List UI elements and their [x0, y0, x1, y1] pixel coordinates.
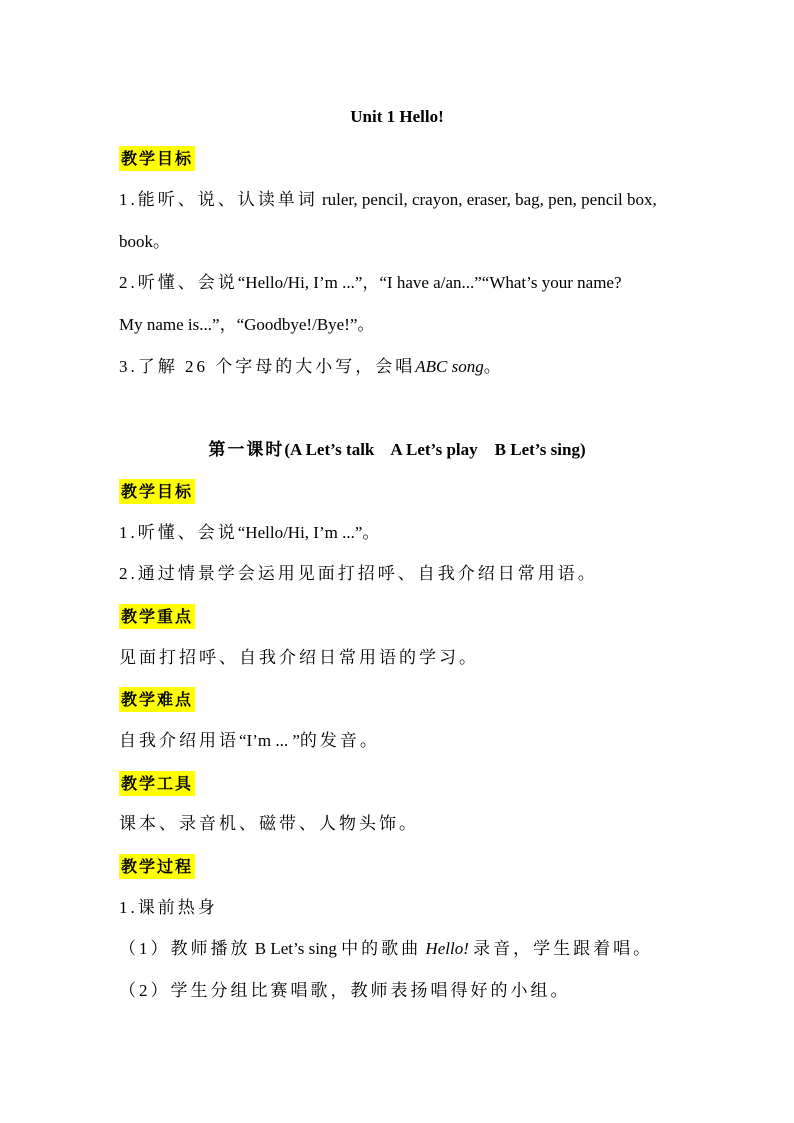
- step-1-1-mid: 中的歌曲: [341, 939, 422, 958]
- objective-item-3-prefix: 3.了解 26 个字母的大小写，会唱: [119, 357, 416, 376]
- step-1-1-prefix: （1）教师播放: [119, 939, 251, 958]
- difficulty-en: “I’m ... ”: [239, 731, 300, 750]
- tools-heading-row: [119, 771, 195, 796]
- tools-text: 课本、录音机、磁带、人物头饰。: [119, 814, 419, 833]
- key-point-text: 见面打招呼、自我介绍日常用语的学习。: [119, 648, 479, 667]
- difficulty-heading: 教学难点: [119, 687, 195, 712]
- objective-item-1: [119, 188, 657, 212]
- objective-item-1-words: ruler, pencil, crayon, eraser, bag, pen, pencil box,: [317, 190, 657, 209]
- objective-item-2-continuation: My name is...”，“Goodbye!/Bye!”。: [119, 315, 375, 334]
- difficulty-text: [119, 729, 380, 753]
- objective-item-2-text: “Hello/Hi, I’m ...”，“I have a/an...”“What’s your name?: [237, 273, 622, 292]
- objectives-heading: 教学目标: [119, 146, 195, 171]
- step-1-1-en: B Let’s sing: [250, 939, 342, 958]
- lesson1-objectives-heading: 教学目标: [119, 479, 195, 504]
- difficulty-prefix: 自我介绍用语: [119, 731, 239, 750]
- process-step-1-2: （2）学生分组比赛唱歌，教师表扬唱得好的小组。: [119, 981, 571, 1000]
- lesson1-objective-1-text: “Hello/Hi, I’m ...”。: [237, 523, 380, 542]
- objective-item-3-song: ABC song: [415, 357, 484, 376]
- difficulty-suffix: 的发音。: [299, 731, 380, 750]
- lesson1-objective-1-prefix: 1.听懂、会说: [119, 523, 238, 542]
- objective-item-1-prefix: 1.能听、说、认读单词: [119, 190, 318, 209]
- process-heading: 教学过程: [119, 854, 195, 879]
- difficulty-heading-row: [119, 687, 195, 712]
- objective-item-3: [119, 355, 501, 379]
- key-point-heading: 教学重点: [119, 604, 195, 629]
- objective-item-2-prefix: 2.听懂、会说: [119, 273, 238, 292]
- objective-item-1-continuation: book。: [119, 232, 170, 251]
- tools-heading: 教学工具: [119, 771, 195, 796]
- unit-title: Unit 1 Hello!: [350, 107, 444, 126]
- objective-item-2: [119, 271, 622, 295]
- lesson1-objective-1: [119, 521, 379, 545]
- objectives-heading-row: [119, 146, 195, 171]
- lesson1-title-en: (A Let’s talk A Let’s play B Let’s sing): [284, 440, 586, 459]
- lesson1-objective-2: 2.通过情景学会运用见面打招呼、自我介绍日常用语。: [119, 564, 598, 583]
- process-step-1: 1.课前热身: [119, 898, 218, 917]
- lesson1-title-cn: 第一课时: [208, 440, 285, 459]
- lesson1-objectives-heading-row: [119, 479, 195, 504]
- step-1-1-suffix: 录音，学生跟着唱。: [473, 939, 654, 958]
- process-heading-row: [119, 854, 195, 879]
- process-step-1-1: [119, 937, 653, 961]
- lesson1-title: [0, 438, 794, 462]
- step-1-1-song: Hello!: [421, 939, 474, 958]
- objective-item-3-end: 。: [483, 357, 501, 376]
- key-point-heading-row: [119, 604, 195, 629]
